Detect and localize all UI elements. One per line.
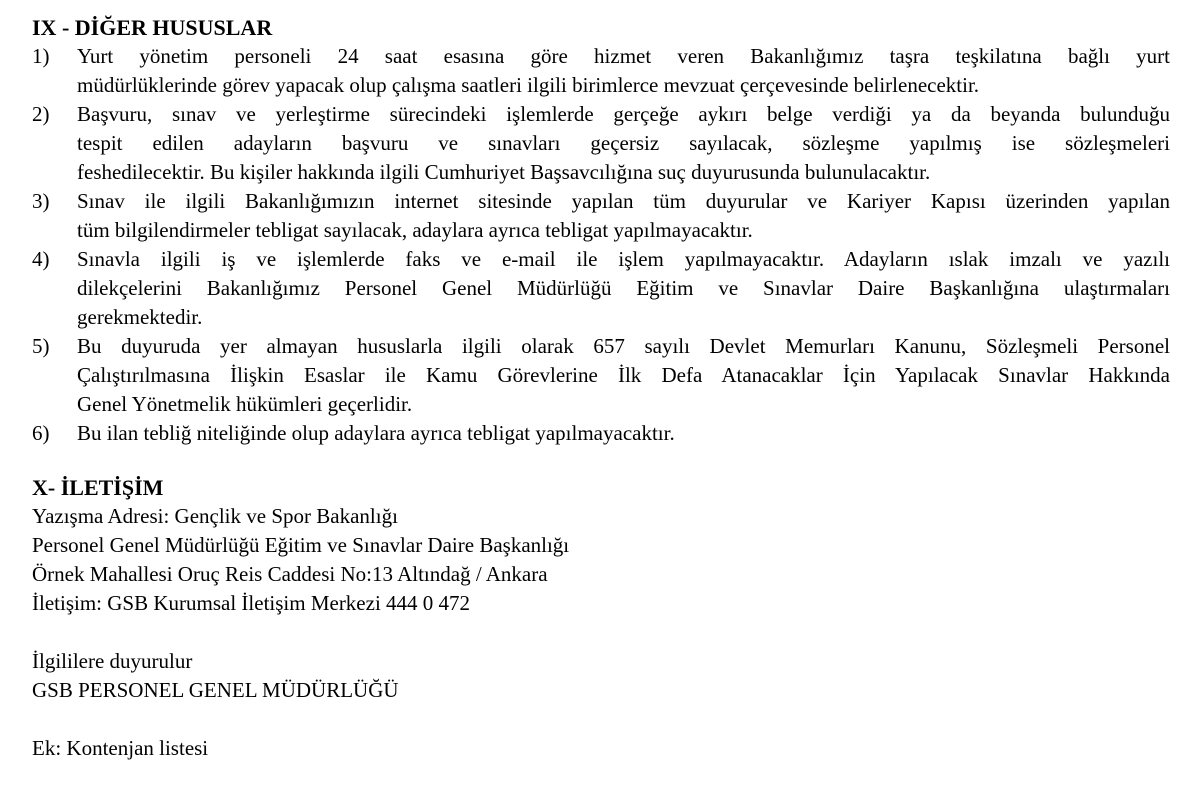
list-item-text — [77, 419, 1170, 448]
attachment-text: Ek: Kontenjan listesi — [32, 736, 209, 760]
contact-address-line-1: Yazışma Adresi: Gençlik ve Spor Bakanlığı — [32, 504, 398, 528]
list-item — [32, 245, 1170, 332]
list-item-text — [77, 100, 1170, 187]
list-item-line: müdürlüklerinde görev yapacak olup çalışma saatleri ilgili birimlerce mevzuat çerçevesinde belirlenecektir. — [77, 73, 980, 97]
contact-phone-line: İletişim: GSB Kurumsal İletişim Merkezi 444 0 472 — [32, 591, 471, 615]
section-contact — [32, 474, 1170, 618]
section-other-matters — [32, 14, 1170, 448]
list-item — [32, 187, 1170, 245]
list-item-line: Çalıştırılmasına İlişkin Esaslar ile Kamu Görevlerine İlk Defa Atanacaklar İçin Yapılacak Sınavlar Hakkında — [77, 363, 1170, 387]
list-item-text — [77, 332, 1170, 419]
spacer — [32, 618, 1170, 647]
contact-address-line-2: Personel Genel Müdürlüğü Eğitim ve Sınavlar Daire Başkanlığı — [32, 533, 570, 557]
list-item-number: 2) — [32, 102, 50, 126]
list-item-text — [77, 187, 1170, 245]
list-item — [32, 332, 1170, 419]
list-item-line: Genel Yönetmelik hükümleri geçerlidir. — [77, 392, 413, 416]
list-item-line: Yurt yönetim personeli 24 saat esasına göre hizmet veren Bakanlığımız taşra teşkilatına bağlı yurt — [77, 44, 1170, 68]
list-item-line: Bu duyuruda yer almayan hususlarla ilgili olarak 657 sayılı Devlet Memurları Kanunu, Sözleşmeli Personel — [77, 334, 1170, 358]
list-item-line: tüm bilgilendirmeler tebligat sayılacak, adaylara ayrıca tebligat yapılmayacaktır. — [77, 218, 753, 242]
list-item-number: 6) — [32, 421, 50, 445]
list-item-line: gerekmektedir. — [77, 305, 203, 329]
list-item-line: dilekçelerini Bakanlığımız Personel Genel Müdürlüğü Eğitim ve Sınavlar Daire Başkanlığına ulaştırmaları — [77, 276, 1170, 300]
announcement-text: İlgililere duyurulur — [32, 649, 193, 673]
list-item-line: Başvuru, sınav ve yerleştirme sürecindeki işlemlerde gerçeğe aykırı belge verdiği ya da beyanda bulunduğu — [77, 102, 1170, 126]
list-item-line: Bu ilan tebliğ niteliğinde olup adaylara ayrıca tebligat yapılmayacaktır. — [77, 421, 675, 445]
signature-text: GSB PERSONEL GENEL MÜDÜRLÜĞÜ — [32, 678, 399, 702]
list-item-line: Sınavla ilgili iş ve işlemlerde faks ve e-mail ile işlem yapılmayacaktır. Adayların ıslak imzalı ve yazılı — [77, 247, 1170, 271]
list-item-line: tespit edilen adayların başvuru ve sınavları geçersiz sayılacak, sözleşme yapılmış ise sözleşmeleri — [77, 131, 1170, 155]
section-title-contact: X- İLETİŞİM — [32, 475, 164, 500]
list-item-number: 4) — [32, 247, 50, 271]
list-item — [32, 42, 1170, 100]
spacer — [32, 705, 1170, 734]
list-item — [32, 419, 1170, 448]
list-item-text — [77, 245, 1170, 332]
list-item-number: 3) — [32, 189, 50, 213]
list-item — [32, 100, 1170, 187]
section-title-other-matters: IX - DİĞER HUSUSLAR — [32, 15, 273, 40]
list-item-number: 5) — [32, 334, 50, 358]
list-item-line: Sınav ile ilgili Bakanlığımızın internet sitesinde yapılan tüm duyurular ve Kariyer Kapısı üzerinden yapılan — [77, 189, 1170, 213]
list-item-line: feshedilecektir. Bu kişiler hakkında ilgili Cumhuriyet Başsavcılığına suç duyurusunda bulunulacaktır. — [77, 160, 931, 184]
list-item-text — [77, 42, 1170, 100]
other-matters-list — [32, 42, 1170, 448]
contact-address-line-3: Örnek Mahallesi Oruç Reis Caddesi No:13 Altındağ / Ankara — [32, 562, 548, 586]
list-item-number: 1) — [32, 44, 50, 68]
